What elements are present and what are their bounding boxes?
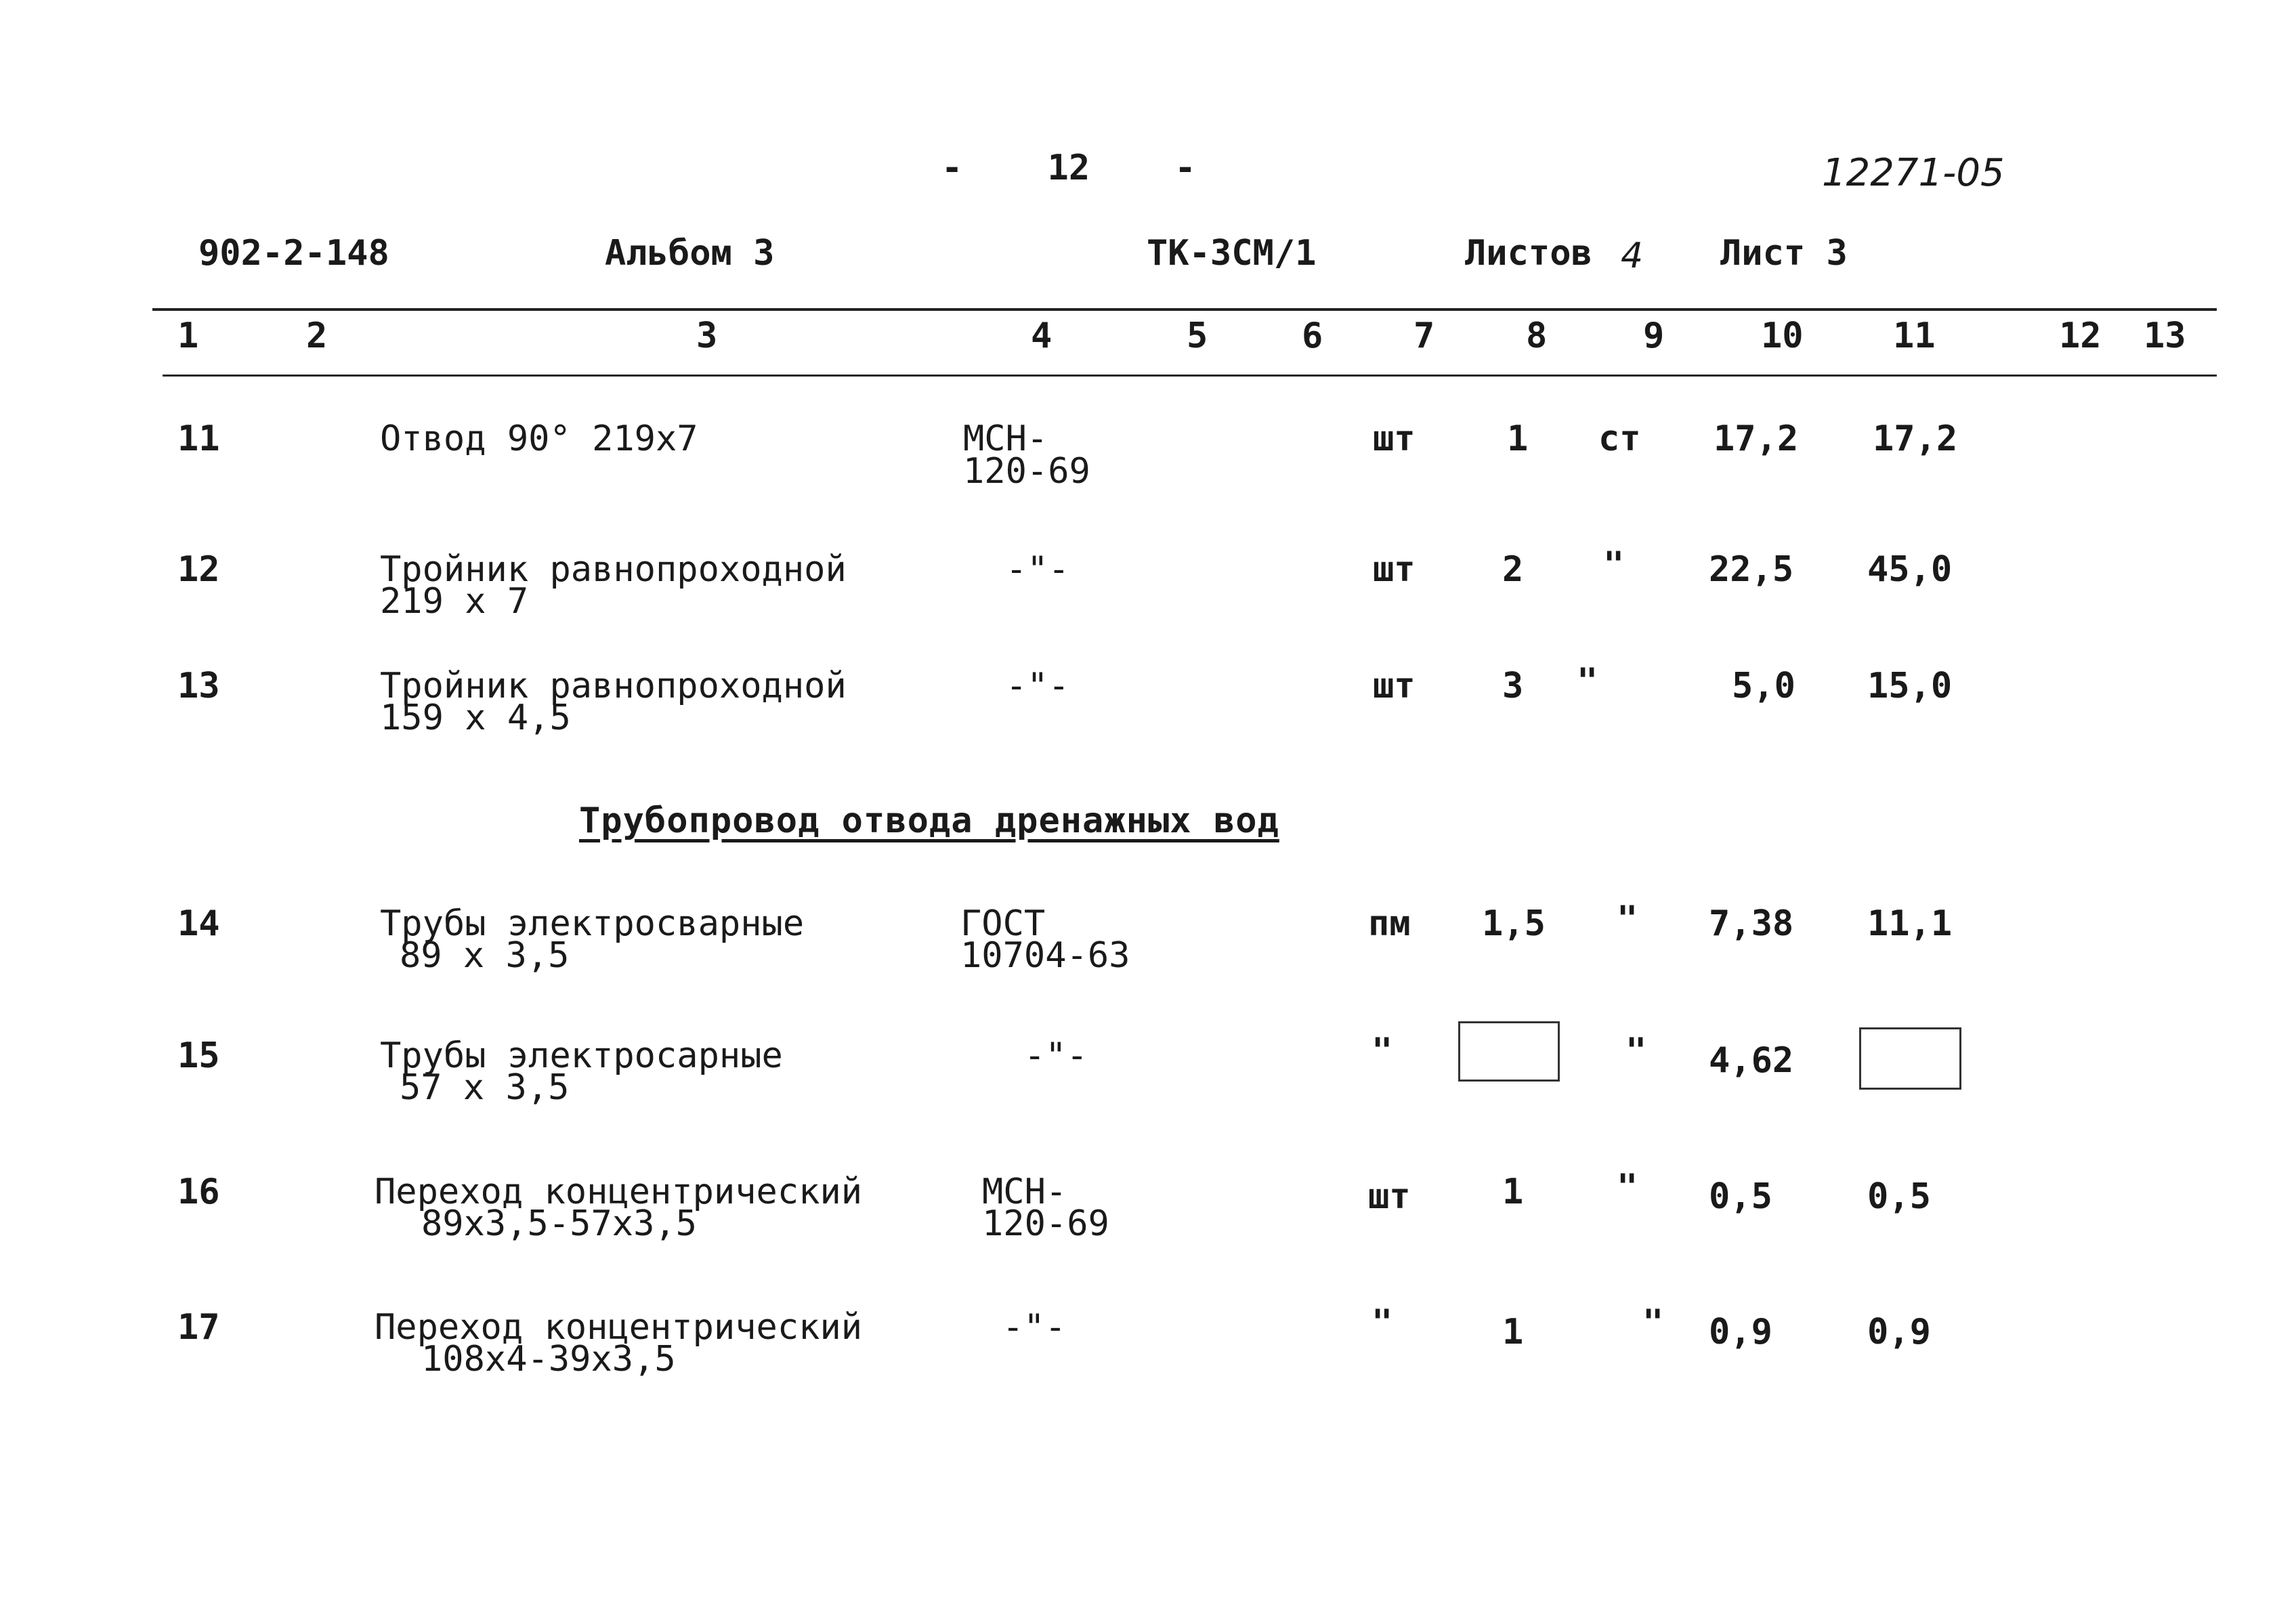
row-total-mass: 45,0 (1867, 549, 1953, 590)
column-number: 7 (1413, 316, 1435, 356)
row-name-line2: 108х4-39х3,5 (421, 1339, 676, 1380)
row-standard: -"- (1006, 549, 1069, 590)
row-name: Трубы электросварные (380, 903, 805, 944)
row-quantity: 3 (1502, 666, 1524, 706)
row-name: Трубы электросарные (380, 1035, 783, 1076)
table-header-bottom-rule (163, 375, 2217, 377)
row-name: Тройник равнопроходной (380, 666, 847, 706)
row-total-mass: 11,1 (1867, 903, 1953, 944)
column-number: 11 (1893, 316, 1936, 356)
row-standard: МСН- (982, 1172, 1067, 1212)
column-number: 3 (696, 316, 718, 356)
row-position: 17 (177, 1307, 220, 1348)
row-material: " (1625, 1031, 1647, 1071)
row-total-mass: 0,5 (1867, 1176, 1931, 1217)
project-code: 902-2-148 (198, 233, 389, 274)
row-standard-line2: 10704-63 (960, 935, 1130, 976)
row-unit: шт (1373, 549, 1416, 590)
row-name: Отвод 90° 219х7 (380, 419, 698, 459)
section-title: Трубопровод отвода дренажных вод (579, 800, 1279, 841)
quantity-blank-box (1458, 1021, 1560, 1082)
row-unit-mass: 4,62 (1709, 1040, 1794, 1081)
row-total-mass: 15,0 (1867, 666, 1953, 706)
row-name: Переход концентрический (375, 1172, 863, 1212)
row-quantity: 1 (1502, 1172, 1524, 1212)
sheet-label: Лист 3 (1720, 233, 1848, 274)
row-standard: ГОСТ (960, 903, 1046, 944)
row-position: 15 (177, 1035, 220, 1076)
row-material: " (1642, 1302, 1664, 1343)
row-unit-mass: 22,5 (1709, 549, 1794, 590)
row-quantity: 1,5 (1482, 903, 1546, 944)
row-material: " (1603, 544, 1625, 585)
row-unit: шт (1368, 1176, 1411, 1217)
row-name-line2: 159 х 4,5 (380, 698, 571, 738)
row-position: 14 (177, 903, 220, 944)
drawing-mark: ТК-3СМ/1 (1147, 233, 1317, 274)
row-unit: шт (1373, 666, 1416, 706)
column-number: 8 (1526, 316, 1548, 356)
sheets-count: 4 (1621, 236, 1644, 276)
row-position: 11 (177, 419, 220, 459)
row-name: Тройник равнопроходной (380, 549, 847, 590)
row-quantity: 1 (1507, 419, 1529, 459)
row-standard-line2: 120-69 (982, 1203, 1109, 1244)
column-number: 2 (306, 316, 328, 356)
row-name-line2: 219 х 7 (380, 581, 529, 622)
row-unit-mass: 17,2 (1714, 419, 1799, 459)
sheets-label: Листов (1465, 233, 1592, 274)
column-number: 10 (1761, 316, 1804, 356)
row-quantity: 2 (1502, 549, 1524, 590)
row-standard: -"- (1024, 1035, 1088, 1076)
row-unit-mass: 0,9 (1709, 1312, 1772, 1352)
column-number: 4 (1031, 316, 1053, 356)
row-material: ст (1598, 419, 1641, 459)
row-total-mass: 0,9 (1867, 1312, 1931, 1352)
row-total-mass: 17,2 (1873, 419, 1958, 459)
row-unit: шт (1373, 419, 1416, 459)
row-unit-mass: 0,5 (1709, 1176, 1772, 1217)
row-standard-line2: 120-69 (963, 451, 1090, 492)
row-position: 13 (177, 666, 220, 706)
row-unit: пм (1368, 903, 1411, 944)
page-number: - 12 - (941, 148, 1196, 188)
row-unit-mass: 7,38 (1709, 903, 1794, 944)
column-number: 12 (2059, 316, 2102, 356)
row-standard: -"- (1006, 666, 1069, 706)
row-position: 16 (177, 1172, 220, 1212)
row-name-line2: 89 х 3,5 (400, 935, 570, 976)
row-material: " (1577, 661, 1598, 702)
table-top-rule (152, 308, 2217, 311)
row-unit: " (1372, 1031, 1393, 1071)
row-unit: " (1372, 1302, 1393, 1343)
column-number: 6 (1302, 316, 1323, 356)
column-number: 9 (1643, 316, 1665, 356)
document-stamp: 12271-05 (1822, 151, 2005, 195)
row-name-line2: 57 х 3,5 (400, 1067, 570, 1108)
row-position: 12 (177, 549, 220, 590)
column-number: 5 (1187, 316, 1208, 356)
row-standard: МСН- (963, 419, 1048, 459)
row-name-line2: 89х3,5-57х3,5 (421, 1203, 697, 1244)
row-material: " (1617, 1167, 1638, 1208)
total-mass-blank-box (1859, 1027, 1961, 1090)
row-quantity: 1 (1502, 1312, 1524, 1352)
album-label: Альбом 3 (605, 233, 775, 274)
row-unit-mass: 5,0 (1732, 666, 1795, 706)
row-name: Переход концентрический (375, 1307, 863, 1348)
column-number: 1 (177, 316, 199, 356)
row-material: " (1617, 899, 1638, 939)
column-number: 13 (2144, 316, 2186, 356)
row-standard: -"- (1002, 1307, 1066, 1348)
